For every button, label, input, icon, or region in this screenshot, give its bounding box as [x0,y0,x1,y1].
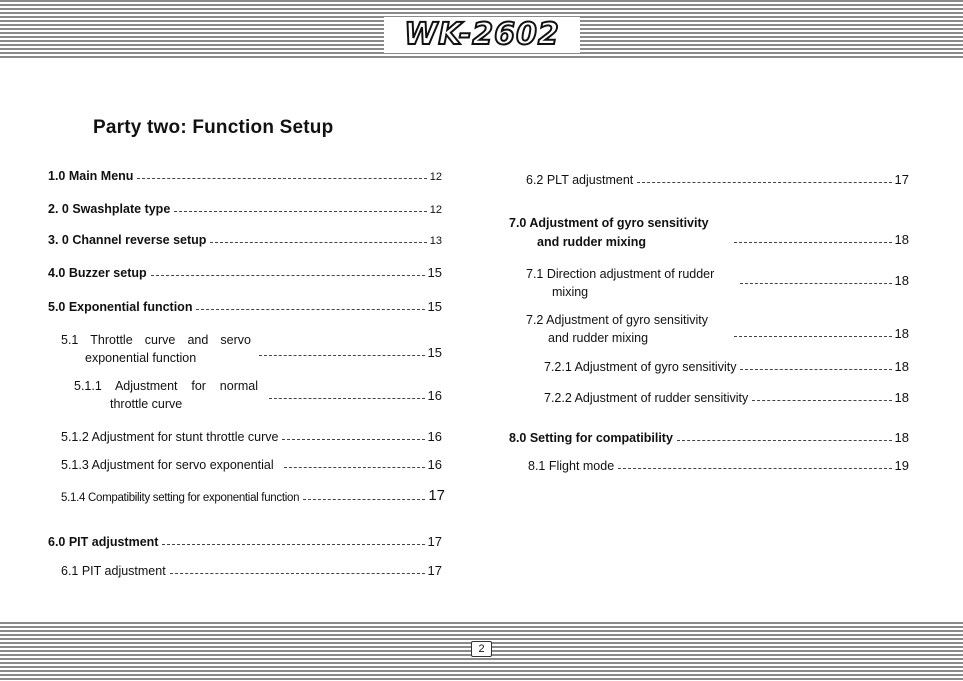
toc-page: 18 [894,273,909,288]
logo-text: WK-2602 [404,17,560,52]
toc-page: 17 [427,563,442,578]
toc-entry-7-2-1[interactable] [544,359,909,374]
toc-label: 5.1.3 Adjustment for servo exponential [61,458,274,472]
toc-entry-5-1-leader [255,345,442,360]
toc-label: 6.1 PIT adjustment [61,564,166,578]
toc-page: 19 [894,458,909,473]
toc-page: 12 [429,171,442,183]
leader-dots [162,544,424,545]
leader-dots [734,242,892,243]
toc-entry-5-1-3[interactable] [61,457,442,472]
leader-dots [752,400,891,401]
leader-dots [740,283,892,284]
toc-page: 15 [427,265,442,280]
toc-entry-5-1-4[interactable] [61,487,445,504]
toc-entry-7-2-leader [730,326,909,341]
toc-entry-7-0-leader [730,232,909,247]
toc-label: 6.2 PLT adjustment [526,173,634,187]
toc-page: 15 [427,345,442,360]
toc-label-line2: exponential function [85,351,197,365]
leader-dots [170,573,425,574]
toc-label: 5.1.2 Adjustment for stunt throttle curve [61,430,279,444]
leader-dots [637,182,891,183]
toc-entry-2-0[interactable] [48,202,442,216]
leader-dots [740,369,891,370]
toc-entry-7-2-2[interactable] [544,390,909,405]
toc-label: 1.0 Main Menu [48,169,134,183]
toc-page: 17 [894,172,909,187]
toc-entry-1-0[interactable] [48,169,442,183]
toc-entry-7-1-leader [736,273,909,288]
toc-label: 5.1.4 Compatibility setting for exponential function [61,492,300,504]
toc-entry-5-1-1-leader [265,388,442,403]
toc-entry-8-0[interactable] [509,430,909,445]
toc-label-line2: and rudder mixing [548,331,649,345]
toc-label: 7.2.1 Adjustment of gyro sensitivity [544,360,737,374]
toc-entry-7-0[interactable] [509,214,749,252]
toc-label: 5.0 Exponential function [48,300,193,314]
toc-page: 18 [894,390,909,405]
toc-page: 18 [894,232,909,247]
toc-label-line1: 7.0 Adjustment of gyro sensitivity [509,216,709,230]
leader-dots [174,211,426,212]
leader-dots [259,355,425,356]
toc-label: 8.0 Setting for compatibility [509,431,673,445]
toc-entry-6-1[interactable] [61,563,442,578]
toc-page: 18 [894,359,909,374]
toc-page: 13 [429,235,442,247]
toc-entry-7-1[interactable] [526,265,741,301]
leader-dots [282,439,424,440]
toc-label-line1: 7.1 Direction adjustment of rudder [526,267,715,281]
toc-label-line2: and rudder mixing [537,235,647,249]
leader-dots [734,336,892,337]
leader-dots [196,309,424,310]
toc-entry-6-2[interactable] [526,172,909,187]
toc-label: 8.1 Flight mode [528,459,615,473]
toc-label-line2: mixing [552,285,589,299]
toc-entry-4-0[interactable] [48,265,442,280]
toc-entry-5-1[interactable] [61,331,251,367]
page-title: Party two: Function Setup [93,117,334,138]
leader-dots [618,468,891,469]
toc-page: 18 [894,430,909,445]
toc-page: 15 [427,299,442,314]
toc-entry-6-0[interactable] [48,534,442,549]
leader-dots [303,499,425,500]
toc-page: 16 [427,457,442,472]
toc-label-line2: throttle curve [110,397,183,411]
leader-dots [677,440,892,441]
page-number: 2 [471,641,492,657]
logo [384,17,580,53]
toc-label: 3. 0 Channel reverse setup [48,233,207,247]
toc-label: 6.0 PIT adjustment [48,535,159,549]
leader-dots [284,467,425,468]
toc-page: 17 [427,534,442,549]
toc-label-line1: 5.1 Throttle curve and servo [61,333,251,347]
toc-page: 16 [427,388,442,403]
toc-page: 17 [428,487,445,504]
leader-dots [137,178,426,179]
toc-entry-5-1-1[interactable] [74,377,258,413]
toc-page: 16 [427,429,442,444]
toc-entry-5-1-2[interactable] [61,429,442,444]
leader-dots [269,398,425,399]
leader-dots [210,242,426,243]
toc-page: 18 [894,326,909,341]
toc-entry-5-0[interactable] [48,299,442,314]
toc-page: 12 [429,204,442,216]
toc-entry-8-1[interactable] [528,458,909,473]
toc-entry-7-2[interactable] [526,311,741,347]
leader-dots [151,275,425,276]
toc-label: 2. 0 Swashplate type [48,202,171,216]
toc-label-line1: 7.2 Adjustment of gyro sensitivity [526,313,709,327]
toc-label-line1: 5.1.1 Adjustment for normal [74,379,258,393]
toc-label: 4.0 Buzzer setup [48,266,147,280]
toc-entry-3-0[interactable] [48,233,442,247]
toc-label: 7.2.2 Adjustment of rudder sensitivity [544,391,749,405]
